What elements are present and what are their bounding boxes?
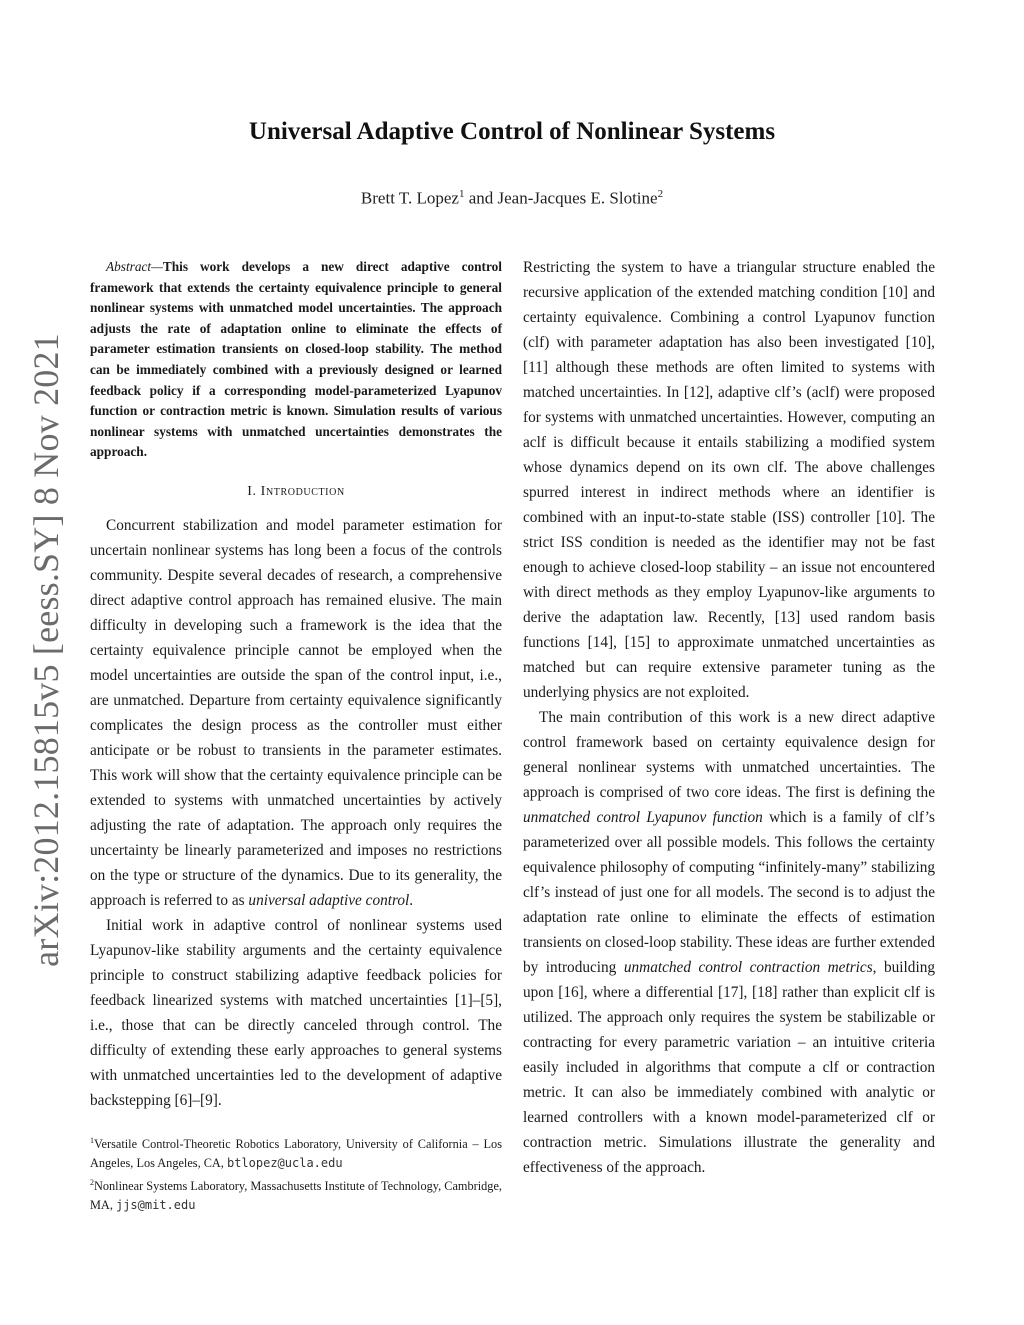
author-line [0,188,1024,209]
footnote-1-email: btlopez@ucla.edu [226,1156,343,1171]
intro-p1-end: . [409,891,414,909]
abstract-label: Abstract [106,259,152,274]
arxiv-identifier-stamp [18,333,74,967]
intro-p4-text-a: The main contribution of this work is a new direct adaptive control framework based on certainty equivalence design for general nonlinear systems with unmatched uncertainties. The approach is comprised of two core ideas. The first is defining the [523,709,935,801]
footnote-2-text: Nonlinear Systems Laboratory, Massachusetts Institute of Technology, Cambridge, MA, [90,1179,502,1213]
intro-paragraph-3: Restricting the system to have a triangular structure enabled the recursive application of the extended matching condition [10] and certainty equivalence. Combining a control Lyapunov function (clf) with parameter adaptation has also been investigated [10], [11] although these methods are often limited to systems with matched uncertainties. In [12], adaptive clf’s (aclf) were proposed for systems with unmatched uncertainties. However, computing an aclf is difficult because it entails stabilizing a modified system whose dynamics depend on its own clf. The above challenges spurred interest in indirect methods where an identifier is combined with an input-to-state stable (ISS) controller [10]. The strict ISS condition is needed as the identifier may not be fast enough to achieve closed-loop stability – an issue not encountered with direct methods as they employ Lyapunov-like arguments to derive the adaptation law. Recently, [13] used random basis functions [14], [15] to approximate unmatched uncertainties as matched but can require extensive parameter tuning as the underlying physics are not exploited. [523,259,935,701]
author-2-affiliation-mark: 2 [657,188,664,200]
author-2: Jean-Jacques E. Slotine [497,188,658,208]
intro-paragraph-4 [523,705,935,1180]
footnote-1 [90,1131,502,1173]
author-1-affiliation-mark: 1 [458,188,465,200]
footnotes [90,1131,502,1215]
left-column [90,257,502,1215]
intro-p1-emphasis: universal adaptive control [248,891,410,909]
intro-p4-emphasis-2: unmatched control contraction metrics [623,959,873,976]
intro-p1-text: Concurrent stabilization and model parameter estimation for uncertain nonlinear systems has long been a focus of the controls community. Despite several decades of research, a comprehensive direct adaptive control approach has remained elusive. The main difficulty in developing such a framework is the idea that the certainty equivalence principle cannot be employed when the model uncertainties are outside the span of the control input, i.e., are unmatched. Departure from certainty equivalence significantly complicates the design process as the controller must either anticipate or be robust to transients in the parameter estimates. This work will show that the certainty equivalence principle can be extended to systems with unmatched uncertainties by actively adjusting the rate of adaptation. The approach only requires the uncertainty be linearly parameterized and imposes no restrictions on the type or structure of the dynamics. Due to its generality, the approach is referred to as [90,516,502,909]
intro-p4-text-b: which is a family of clf’s parameterized over all possible models. This follows the certainty equivalence philosophy of computing “infinitely-many” stabilizing clf’s instead of just one for all models. The second is to adjust the adaptation rate online to eliminate the effects of estimation transients on closed-loop stability. These ideas are further extended by introducing [523,809,935,976]
arxiv-id-text: arXiv:2012.15815v5 [eess.SY] 8 Nov 2021 [26,333,66,967]
intro-paragraph-1 [90,513,502,913]
abstract [90,257,502,463]
footnote-2-mark: 2 [90,1178,94,1188]
footnote-1-mark: 1 [90,1135,94,1145]
abstract-dash: — [151,259,163,274]
footnote-2 [90,1173,502,1215]
right-column [523,255,935,1180]
author-1: Brett T. Lopez [360,188,459,208]
section-heading-introduction: I. Introduction [247,483,345,499]
intro-paragraph-2: Initial work in adaptive control of nonlinear systems used Lyapunov-like stability arguments and the certainty equivalence principle to construct stabilizing adaptive feedback policies for feedback linearized systems with matched uncertainties [1]–[5], i.e., those that can be directly canceled through control. The difficulty of extending these early approaches to general systems with unmatched uncertainties led to the development of adaptive backstepping [6]–[9]. [90,916,502,1109]
paper-title: Universal Adaptive Control of Nonlinear Systems [248,118,776,145]
abstract-text: This work develops a new direct adaptive control framework that extends the certainty equivalence principle to general nonlinear systems with unmatched model uncertainties. The approach adjusts the rate of adaptation online to eliminate the effects of parameter estimation transients on closed-loop stability. The method can be immediately combined with a previously designed or learned feedback policy if a corresponding model-parameterized Lyapunov function or contraction metric is known. Simulation results of various nonlinear systems with unmatched uncertainties demonstrates the approach. [90,259,502,460]
author-conjunction: and [468,188,494,208]
intro-p4-text-c: , building upon [16], where a differential [17], [18] rather than explicit clf is utilized. The approach only requires the system be stabilizable or contracting for every parametric variation – an intuitive criteria easily included in algorithms that compute a clf or contraction metric. It can also be immediately combined with analytic or learned controllers with a known model-parameterized clf or contraction metric. Simulations illustrate the generality and effectiveness of the approach. [523,959,935,1176]
intro-p4-emphasis-1: unmatched control Lyapunov function [523,809,763,826]
footnote-2-email: jjs@mit.edu [115,1198,196,1213]
footnote-1-text: Versatile Control-Theoretic Robotics Laboratory, University of California – Los Angeles, Los Angeles, CA, [90,1137,502,1171]
